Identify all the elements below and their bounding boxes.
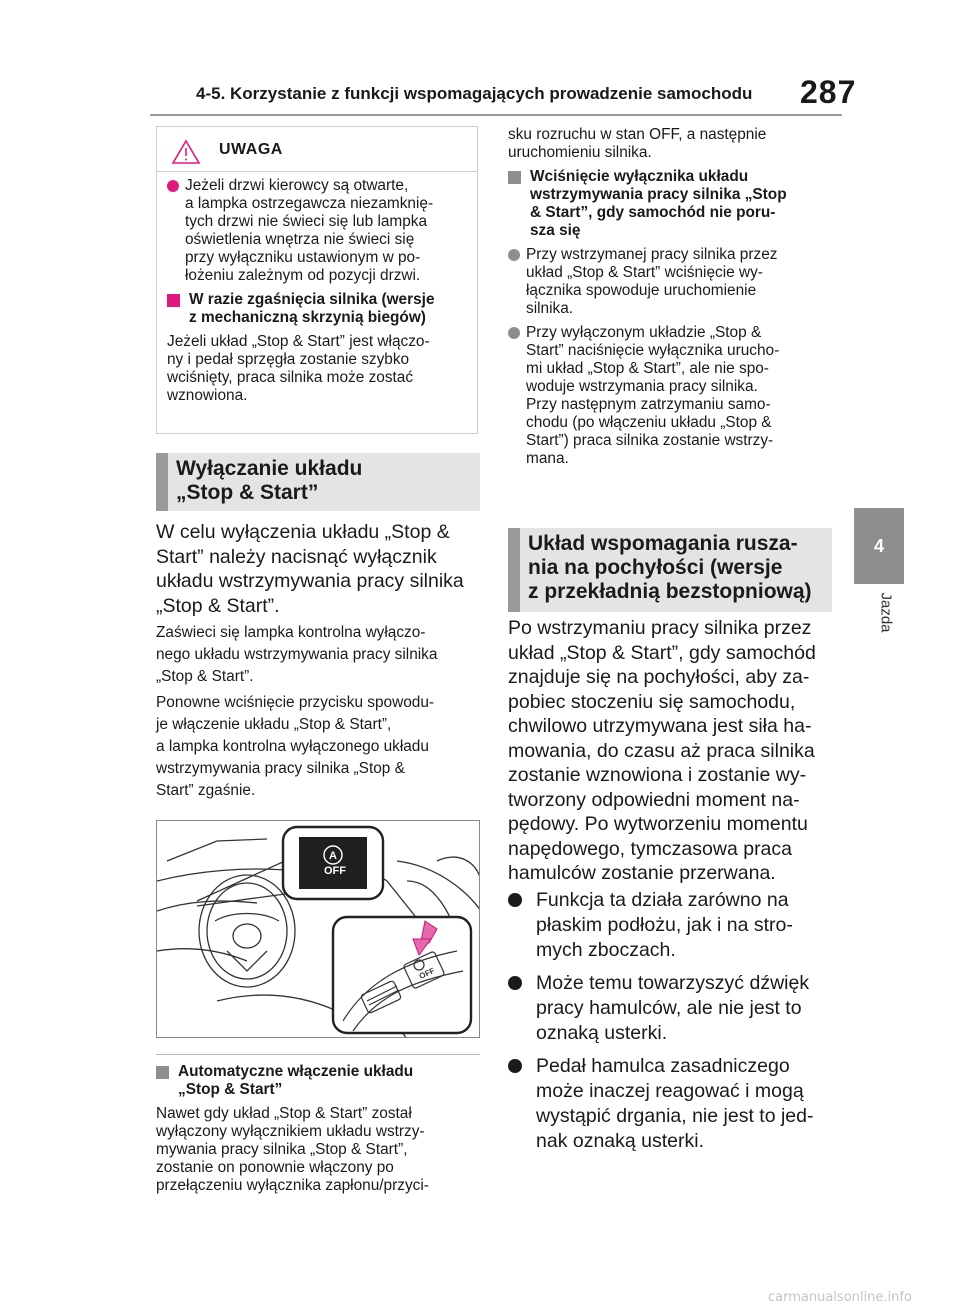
auto-reenable-note: Automatyczne włączenie układu „Stop & Start” Nawet gdy układ „Stop & Start” został wyłączony wyłącznikiem układu wstrzy- mywania pracy silnika „Stop & Start”, zostanie on ponownie włączony po przełączeniu wyłącznika zapłonu/przyci- xyxy=(156,1063,486,1195)
subsection-divider xyxy=(156,1054,480,1055)
switch-pressed-heading: Wciśnięcie wyłącznika układu wstrzymywania pracy silnika „Stop & Start”, gdy samochód nie poru- sza się xyxy=(508,168,838,240)
svg-text:A: A xyxy=(329,850,337,862)
gray-square-icon xyxy=(156,1066,169,1079)
warning-bullet: Jeżeli drzwi kierowcy są otwarte, a lampka ostrzegawcza niezamknię- tych drzwi nie świeci się lub lampka oświetlenia wnętrza nie świeci się przy wyłączniku ustawionym w po- łożeniu zależnym od pozycji drzwi. xyxy=(167,177,473,285)
chapter-number: 4 xyxy=(873,535,884,556)
off-badge-label: OFF xyxy=(324,865,346,877)
black-bullet-icon xyxy=(508,1059,522,1073)
hill-start-bullet-2: Może temu towarzyszyć dźwięk pracy hamulców, ale nie jest to oznaką usterki. xyxy=(508,971,848,1046)
chapter-label: Jazda xyxy=(877,592,895,633)
warning-paragraph: Jeżeli układ „Stop & Start” jest włączo- ny i pedał sprzęgła zostanie szybko wciśnięty, praca silnika może zostać wznowiona. xyxy=(167,333,430,404)
header-divider xyxy=(150,114,842,116)
section2-bullets xyxy=(508,888,848,1162)
section-heading-hill-start: Układ wspomagania rusza- nia na pochyłości (wersje z przekładnią bezstopniową) xyxy=(508,528,832,612)
section-title: 4-5. Korzystanie z funkcji wspomagających prowadzenie samochodu xyxy=(196,84,753,103)
warning-box xyxy=(156,126,478,434)
auto-reenable-heading: Automatyczne włączenie układu „Stop & Start” xyxy=(156,1063,486,1099)
section1-note1: Zaświeci się lampka kontrolna wyłączo- nego układu wstrzymywania pracy silnika „Stop & Start”. xyxy=(156,624,438,685)
gray-bullet-2: Przy wyłączonym układzie „Stop & Start” naciśnięcie wyłącznika urucho- mi układ „Stop & Start”, ale nie spo- woduje wstrzymania pracy silnika. Przy następnym zatrzymaniu samo- chodu (po włączeniu układu „Stop & Start”) praca silnika zostanie wstrzy- mana. xyxy=(508,324,838,468)
hill-start-bullet-1: Funkcja ta działa zarówno na płaskim podłożu, jak i na stro- mych zboczach. xyxy=(508,888,848,963)
pink-square-icon xyxy=(167,294,180,307)
warning-body xyxy=(167,177,473,411)
warning-subheading: W razie zgaśnięcia silnika (wersje z mechaniczną skrzynią biegów) xyxy=(167,291,473,327)
gray-bullet-1: Przy wstrzymanej pracy silnika przez układ „Stop & Start” wciśnięcie wy- łącznika spowoduje uruchomienie silnika. xyxy=(508,246,838,318)
gray-bullet-icon xyxy=(508,249,520,261)
page-number: 287 xyxy=(800,74,857,110)
continued-text: sku rozruchu w stan OFF, a następnie uruchomieniu silnika. xyxy=(508,126,767,161)
section1-intro: W celu wyłączenia układu „Stop & Start” należy nacisnąć wyłącznik układu wstrzymywania pracy silnika „Stop & Start”. xyxy=(156,521,464,617)
chapter-tab[interactable] xyxy=(854,508,904,584)
watermark: carmanualsonline.info xyxy=(768,1290,912,1305)
black-bullet-icon xyxy=(508,976,522,990)
right-col-notes xyxy=(508,126,838,474)
warning-triangle-icon xyxy=(171,139,201,165)
gray-bullet-icon xyxy=(508,327,520,339)
section-heading-stop-start-off: Wyłączanie układu „Stop & Start” xyxy=(156,453,480,511)
warning-header xyxy=(157,127,477,172)
hill-start-bullet-3: Pedał hamulca zasadniczego może inaczej reagować i mogą wystąpić drgania, nie jest to jed- nak oznaką usterki. xyxy=(508,1054,848,1154)
switch-off-label: OFF xyxy=(417,966,437,981)
section2-body: Po wstrzymaniu pracy silnika przez układ „Stop & Start”, gdy samochód znajduje się na pochyłości, aby za- pobiec stoczeniu się samochodu, chwilowo utrzymywana jest siła ha- mowania, do czasu aż praca silnika zostanie wznowiona i zostanie wy- tworzony odpowiedni moment na- pędowy. Po wytworzeniu momentu napędowego, tymczasowa praca hamulców zostanie przerwana. xyxy=(508,617,816,884)
gray-square-icon xyxy=(508,171,521,184)
warning-title: UWAGA xyxy=(219,141,283,158)
pink-bullet-icon xyxy=(167,180,179,192)
dashboard-illustration xyxy=(156,820,480,1038)
section1-note2: Ponowne wciśnięcie przycisku spowodu- je włączenie układu „Stop & Start”, a lampka kontrolna wyłączonego układu wstrzymywania pracy silnika „Stop & Start” zgaśnie. xyxy=(156,694,435,799)
black-bullet-icon xyxy=(508,893,522,907)
dashboard-drawing xyxy=(157,821,480,1038)
